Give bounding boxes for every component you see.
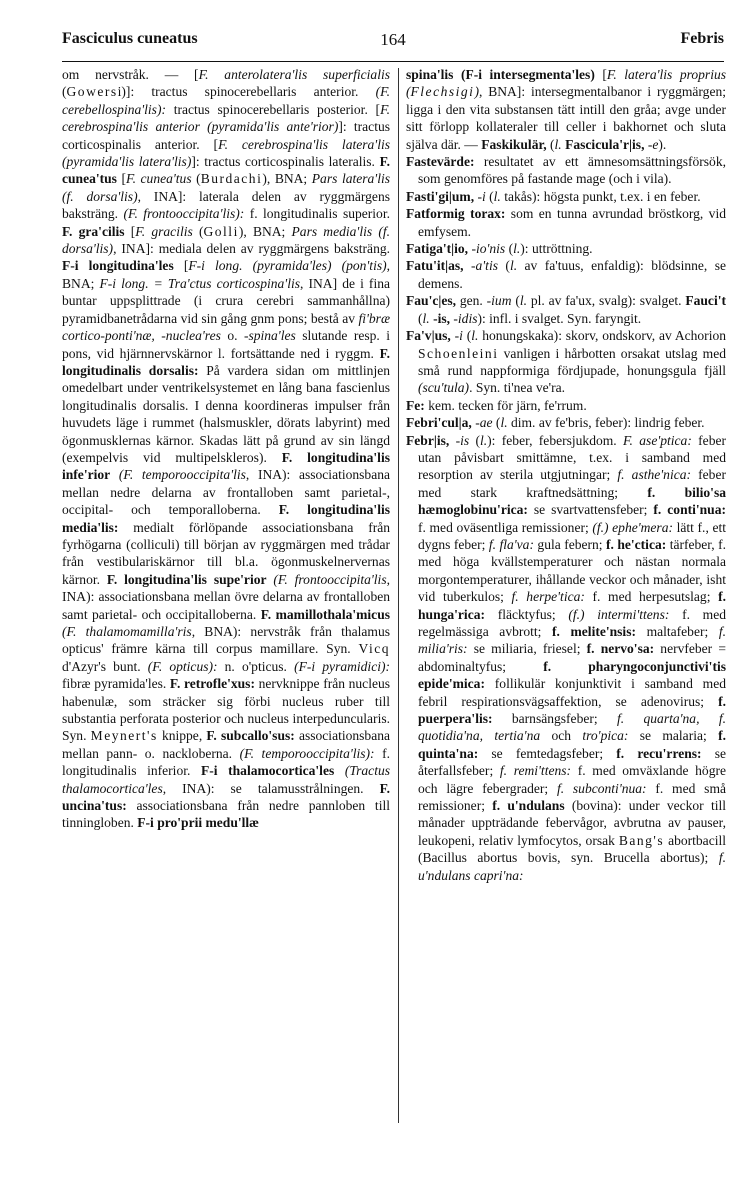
header-rule xyxy=(62,61,724,62)
dictionary-entry: Fatformig torax: som en tunna avrundad bröstkorg, vid emfysem. xyxy=(406,206,726,239)
dictionary-entry: Febri'cul|a, -ae (l. dim. av fe'bris, feber): lindrig feber. xyxy=(406,415,705,431)
column-divider xyxy=(398,68,399,1123)
dictionary-entry: spina'lis (F-i intersegmenta'les) [F. latera'lis proprius (Flechsigi), BNA]: intersegmentalbanor i ryggmärgen; ligga i den vita substansen tätt intill den gråa; avge under sitt förlopp kollateraler till celler i bakhornet och sluta själva där. — Faskikulär, (l. Fascicula'r|is, -e). xyxy=(406,67,726,152)
left-column xyxy=(62,66,390,832)
dictionary-entry: Fatu'it|as, -a'tis (l. av fa'tuus, enfaldig): blödsinne, se demens. xyxy=(406,258,726,291)
right-column xyxy=(406,66,726,884)
left-column-text: om nervstråk. — [F. anterolatera'lis superficialis (Gowersi)]: tractus spinocerebellaris anterior. (F. cerebellospina'lis): tractus spinocerebellaris posterior. [F. cerebrospina'lis anterior (pyramida'lis ante'rior)]: tractus corticospinalis anterior. [F. cerebrospina'lis latera'lis (pyramida'lis latera'lis)]: tractus corticospinalis lateralis. F. cunea'tus [F. cunea'tus (Burdachi), BNA; Pars latera'lis (f. dorsa'lis), INA]: laterala delen av ryggmärgens baksträng. (F. frontooccipita'lis): f. longitudinalis superior. F. gra'cilis [F. gracilis (Golli), BNA; Pars media'lis (f. dorsa'lis), INA]: mediala delen av ryggmärgens baksträng. F-i longitudina'les [F-i long. (pyramida'les) (pon'tis), BNA; F-i long. = Tra'ctus corticospina'lis, INA] de i fina buntar uppsplittrade (i crura cerebri sammanhållna) pyramidbanetrådarna vid sin gång gnm pons; bestå av fi'bræ cortico-ponti'næ, -nuclea'res o. -spina'les slutande resp. i pons, vid hjärnnervskärnor l. fortsättande ned i ryggm. F. longitudinalis dorsalis: På vardera sidan om mittlinjen omedelbart under ventrikelsystemet en lång bana fascienlus longitudinalis dorsalis. I denna koordineras impulser från huvudets läge i rummet (halsmuskler, dörats labyrint) med ögonmusklernas kärnor. Skadas lätt på grund av sin längd (exempelvis vid multipelskleros). F. longitudina'lis infe'rior (F. temporooccipita'lis, INA): associationsbana mellan nedre delarna av frontalloben samt parietal-, occipital- och temporalloberna. F. longitudina'lis media'lis: medialt förlöpande associationsbana från fyrhögarna (colliculi) till början av ryggmärgen med trådar från vestibulariskärnor till bl.a. ögonmuskelnervernas kärnor. F. longitudina'lis supe'rior (F. frontooccipita'lis, INA): associationsbana mellan övre delarna av frontalloben samt parietal- och occipitalloberna. F. mamillothala'micus (F. thalamomamilla'ris, BNA): nervstråk från thalamus opticus' främre kärna till corpus mamillare. Syn. Vicq d'Azyr's bunt. (F. opticus): n. o'pticus. (F-i pyramidici): fibræ pyramida'les. F. retrofle'xus: nervknippe från nucleus habenulæ, som sträcker sig förbi nucleus ruber till substantia perforata posterior och nucleus interpeduncularis. Syn. Meynert's knippe, F. subcallo'sus: associationsbana mellan pann- o. nackloberna. (F. temporooccipita'lis): f. longitudinalis inferior. F-i thalamocortica'les (Tractus thalamocortica'les, INA): se talamusstrålningen. F. uncina'tus: associationsbana från nedre pannloben till tinningloben. F-i pro'prii medu'llæ xyxy=(62,67,391,831)
page-header xyxy=(62,30,724,56)
dictionary-entry: Fe: kem. tecken för järn, fe'rrum. xyxy=(406,397,587,413)
page-number: 164 xyxy=(380,30,406,49)
running-head-left: Fasciculus cuneatus xyxy=(62,30,198,47)
dictionary-entry: Fastevärde: resultatet av ett ämnesomsättningsförsök, som genomföres på fastande mage (och i vila). xyxy=(406,154,726,187)
dictionary-entry: Febr|is, -is (l.): feber, febersjukdom. F. ase'ptica: feber utan påvisbart smittämne, t.ex. i samband med resorption av sterila utgjutningar; f. asthe'nica: feber med stark kraftnedsättning; f. bilio'sa hæmoglobinu'rica: se svartvattensfeber; f. conti'nua: f. med oväsentliga remissioner; (f.) ephe'mera: lätt f., ett dygns feber; f. fla'va: gula febern; f. he'ctica: tärfeber, f. med höga kvällstemperaturer och nästan normala morgontemperaturer, ihållande veckor och månader, isht vid tuberkulos; f. herpe'tica: f. med herpesutslag; f. hunga'rica: fläcktyfus; (f.) intermi'ttens: f. med regelmässiga avbrott; f. melite'nsis: maltafeber; f. milia'ris: se miliaria, friesel; f. nervo'sa: nervfeber = abdominaltyfus; f. pharyngoconjunctivi'tis epide'mica: follikulär konjunktivit i samband med febril respirationsvägsaffektion, se adenovirus; f. puerpera'lis: barnsängsfeber; f. quarta'na, f. quotidia'na, tertia'na och tro'pica: se malaria; f. quinta'na: se femtedagsfeber; f. recu'rrens: se återfallsfeber; f. remi'ttens: f. med omväxlande högre och lägre febergrader; f. subconti'nua: f. med små remissioner; f. u'ndulans (bovina): under veckor till månader uppträdande febervågor, avbrutna av pauser, leukopeni, relativ lymfocytos, orsak Bang's abortbacill (Bacillus abortus bovis, syn. Brucella abortus); f. u'ndulans capri'na: xyxy=(406,432,727,883)
running-head-right: Febris xyxy=(680,30,724,47)
dictionary-entry: Fasti'gi|um, -i (l. takås): högsta punkt, t.ex. i en feber. xyxy=(406,188,701,204)
dictionary-entry: Fau'c|es, gen. -ium (l. pl. av fa'ux, svalg): svalget. Fauci't (l. -is, -idis): infl. i svalget. Syn. faryngit. xyxy=(406,293,726,326)
dictionary-entry: Fatiga't|io, -io'nis (l.): uttröttning. xyxy=(406,241,593,257)
dictionary-entry: Fa'v|us, -i (l. honungskaka): skorv, ondskorv, av Achorion Schoenleini vanligen i hårbotten orsakat utslag med små rund nappformiga fördjupade, honungsgula fjäll (scu'tula). Syn. ti'nea ve'ra. xyxy=(406,328,726,396)
